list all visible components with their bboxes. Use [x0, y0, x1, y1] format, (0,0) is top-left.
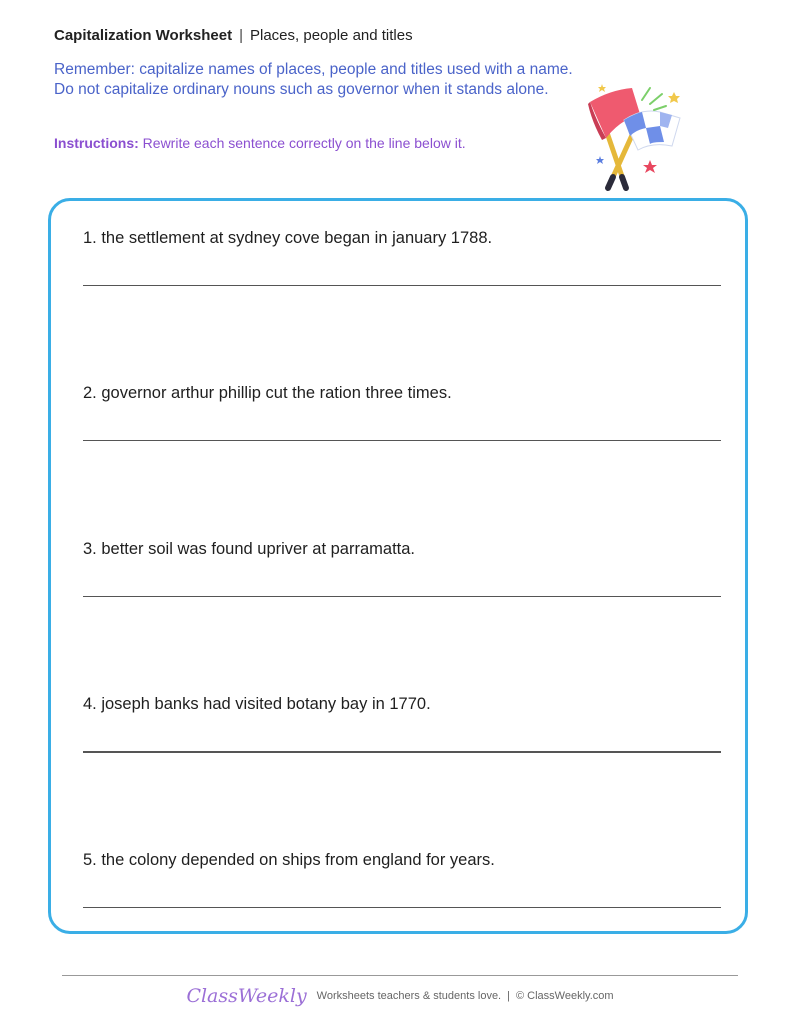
answer-line[interactable] [83, 285, 721, 286]
question-text: 2. governor arthur phillip cut the ration three times. [83, 384, 452, 402]
footer-tagline: Worksheets teachers & students love. [316, 990, 502, 1002]
questions-card [48, 198, 748, 934]
worksheet-title: Capitalization Worksheet [54, 27, 233, 44]
footer-divider [62, 975, 738, 976]
answer-line[interactable] [83, 751, 721, 753]
question-text: 3. better soil was found upriver at parramatta. [83, 540, 415, 558]
question-text: 5. the colony depended on ships from england for years. [83, 851, 495, 869]
instructions-text: Rewrite each sentence correctly on the line below it. [142, 135, 466, 151]
footer [0, 985, 800, 1007]
answer-line[interactable] [83, 907, 721, 908]
header-separator: | [239, 27, 243, 44]
crossed-flags-icon [580, 80, 690, 195]
answer-line[interactable] [83, 440, 721, 441]
instructions-label: Instructions: [54, 135, 139, 151]
answer-line[interactable] [83, 596, 721, 597]
question-3 [83, 540, 723, 559]
question-1 [83, 229, 723, 248]
instructions [54, 135, 466, 151]
brand-logo: ClassWeekly [186, 985, 307, 1007]
worksheet-subtitle: Places, people and titles [250, 27, 413, 44]
question-text: 4. joseph banks had visited botany bay in 1770. [83, 695, 431, 713]
worksheet-header [54, 27, 413, 44]
footer-copyright: © ClassWeekly.com [515, 990, 614, 1002]
remember-note: Remember: capitalize names of places, people and titles used with a name. Do not capitalize ordinary nouns such as governor when it stands alone. [54, 61, 573, 98]
question-4 [83, 695, 723, 714]
question-5 [83, 851, 723, 870]
footer-separator: | [507, 990, 510, 1002]
question-text: 1. the settlement at sydney cove began in january 1788. [83, 229, 493, 247]
question-2 [83, 384, 723, 403]
